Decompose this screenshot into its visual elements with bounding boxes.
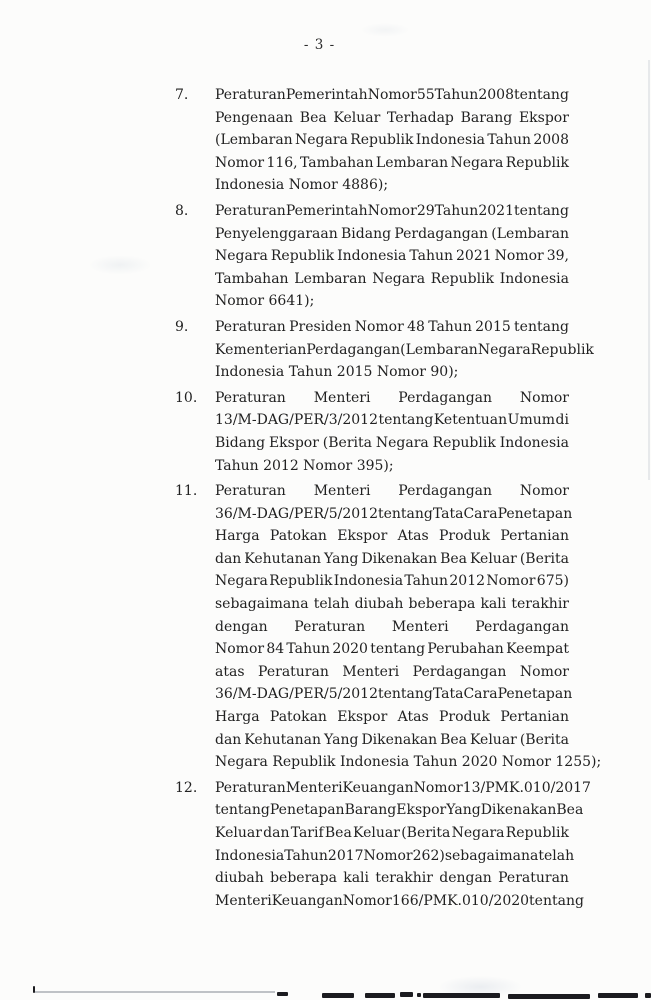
- word: Lembaran: [294, 270, 367, 287]
- word: Nomor: [215, 641, 265, 658]
- page-number: - 3 -: [303, 37, 336, 53]
- word: tentang: [529, 892, 584, 909]
- word: tentang: [215, 802, 270, 819]
- text-line: [215, 409, 569, 432]
- text-line: [215, 107, 569, 130]
- word: Menteri: [313, 389, 371, 406]
- word: terakhir: [511, 596, 569, 613]
- word: Republik: [530, 341, 594, 358]
- word: Bea: [440, 550, 467, 567]
- word: Tahun: [434, 202, 479, 219]
- word: Negara: [450, 154, 504, 171]
- text-line: [215, 339, 594, 362]
- word: Nomor: [367, 202, 417, 219]
- word: Republik: [270, 248, 335, 265]
- word: Nomor: [413, 779, 463, 796]
- text-line: [215, 729, 569, 752]
- word: Keluar: [215, 825, 262, 841]
- word: Negara: [295, 132, 348, 149]
- word: Yang: [324, 550, 359, 567]
- scan-edge-segment: [365, 993, 395, 998]
- text-line: Tahun 2012 Nomor 395);: [215, 457, 394, 474]
- word: Keluar: [333, 109, 381, 126]
- item-number: 7.: [175, 87, 189, 103]
- regulation-list: [175, 84, 602, 915]
- word: Peraturan: [215, 87, 286, 103]
- text-line: Negara Republik Indonesia Tahun 2020 Nomor 1255);: [215, 754, 602, 771]
- word: Republik: [269, 573, 333, 590]
- word: Umum: [507, 412, 556, 429]
- word: Menteri: [313, 483, 371, 500]
- scan-edge-segment: [400, 992, 413, 997]
- word: Harga: [215, 528, 260, 545]
- word: Tata: [432, 686, 464, 703]
- text-line: [215, 480, 569, 503]
- word: Atas: [397, 709, 429, 726]
- text-line: [215, 245, 569, 268]
- scan-edge-segment: [598, 993, 638, 998]
- word: Tahun: [286, 641, 331, 658]
- word: Indonesia: [215, 847, 285, 864]
- text-line: [215, 200, 569, 223]
- list-item: [175, 84, 569, 197]
- word: Tahun: [409, 248, 454, 265]
- text-line: [215, 387, 569, 410]
- word: telah: [538, 847, 575, 864]
- word: Dikenakan: [480, 802, 557, 819]
- word: Menteri: [391, 618, 449, 635]
- word: 675): [536, 573, 569, 590]
- word: Kehutanan: [244, 550, 322, 567]
- word: Atas: [397, 528, 429, 545]
- word: Tahun: [404, 573, 449, 590]
- word: Nomor: [519, 663, 569, 680]
- word: diubah: [354, 596, 404, 613]
- word: Nomor: [363, 847, 413, 864]
- word: Perdagangan: [306, 341, 401, 358]
- word: tentang: [377, 686, 433, 703]
- word: Negara: [477, 341, 531, 358]
- word: dengan: [215, 618, 268, 635]
- word: 36/M-DAG/PER/5/2012: [215, 505, 378, 522]
- word: Ketentuan: [433, 412, 508, 429]
- word: Ekspor: [268, 434, 319, 451]
- word: di: [555, 412, 569, 429]
- word: (Berita: [519, 550, 569, 567]
- word: 262): [412, 847, 445, 864]
- item-number: 8.: [175, 202, 189, 219]
- list-item: [175, 200, 569, 313]
- word: Peraturan: [215, 389, 286, 406]
- item-number: 12.: [175, 779, 198, 796]
- word: telah: [313, 596, 350, 613]
- scan-edge-segment: [645, 993, 651, 998]
- word: 84: [266, 641, 285, 658]
- item-text: [215, 480, 602, 774]
- word: Tambahan: [299, 154, 374, 171]
- text-line: [215, 432, 569, 455]
- text-line: [215, 822, 569, 845]
- word: Peraturan: [215, 483, 286, 500]
- list-item: [175, 480, 602, 774]
- word: Perdagangan: [398, 389, 493, 406]
- word: Perubahan: [427, 641, 504, 658]
- word: Penyelenggaraan: [215, 225, 338, 242]
- word: Keluar: [469, 731, 517, 748]
- word: Cara: [463, 505, 498, 522]
- item-text: [215, 200, 569, 313]
- word: tentang: [514, 202, 569, 219]
- text-line: [215, 152, 569, 175]
- word: diubah: [215, 870, 264, 887]
- word: Perdagangan: [398, 483, 493, 500]
- word: Patokan: [269, 709, 327, 726]
- word: (Lembaran: [491, 225, 569, 242]
- word: 29: [416, 202, 435, 219]
- item-text: [215, 84, 569, 197]
- word: Keempat: [506, 641, 569, 658]
- text-line: [215, 570, 569, 593]
- word: Peraturan: [215, 318, 286, 335]
- text-line: [215, 890, 584, 913]
- text-line: Indonesia Nomor 4886);: [215, 177, 389, 194]
- word: Ekspor: [337, 528, 388, 545]
- word: 2008: [478, 87, 514, 103]
- word: Republik: [432, 434, 496, 451]
- item-number: 11.: [175, 483, 198, 500]
- word: Ekspor: [337, 709, 388, 726]
- word: Dikenakan: [361, 731, 438, 748]
- word: Republik: [505, 825, 569, 841]
- word: Tahun: [428, 318, 472, 335]
- word: Menteri: [342, 663, 400, 680]
- word: Negara: [215, 248, 268, 265]
- word: Indonesia: [499, 434, 569, 451]
- word: 2021: [478, 202, 514, 219]
- word: Ekspor: [518, 109, 569, 126]
- word: 2020: [332, 641, 368, 658]
- word: Barang: [344, 802, 397, 819]
- word: Negara: [451, 825, 505, 841]
- word: sebagaimana: [215, 596, 309, 613]
- scan-edge-segment: [277, 992, 288, 996]
- word: beberapa: [408, 596, 476, 613]
- word: Indonesia: [499, 270, 569, 287]
- word: 55: [416, 87, 435, 103]
- text-line: [215, 84, 569, 107]
- word: kali: [343, 870, 370, 887]
- word: dan: [215, 731, 242, 748]
- word: Negara: [372, 270, 426, 287]
- word: dan: [263, 825, 290, 841]
- word: Nomor: [354, 318, 404, 335]
- word: Nomor: [367, 87, 417, 103]
- text-line: [215, 845, 575, 868]
- word: Tata: [432, 505, 464, 522]
- word: Kehutanan: [244, 731, 322, 748]
- word: Keuangan: [271, 892, 343, 909]
- list-item: [175, 387, 569, 477]
- word: tentang: [370, 641, 426, 658]
- word: Peraturan: [498, 870, 569, 887]
- word: 36/M-DAG/PER/5/2012: [215, 686, 378, 703]
- item-number: 9.: [175, 318, 189, 335]
- text-line: [215, 661, 569, 684]
- word: atas: [215, 663, 245, 680]
- word: sebagaimana: [444, 847, 539, 864]
- word: Penetapan: [497, 686, 573, 703]
- text-line: [215, 638, 569, 661]
- word: (Lembaran: [400, 341, 478, 358]
- word: Pemerintah: [285, 202, 368, 219]
- word: Tarif: [290, 825, 324, 841]
- text-line: Nomor 6641);: [215, 293, 315, 310]
- word: 13/PMK.010/2017: [462, 779, 591, 796]
- word: Dikenakan: [361, 550, 438, 567]
- word: Nomor: [519, 483, 569, 500]
- word: Pemerintah: [285, 87, 368, 103]
- item-text: [215, 387, 569, 477]
- word: Bea: [324, 825, 352, 841]
- item-number: 10.: [175, 389, 198, 406]
- word: beberapa: [270, 870, 337, 887]
- word: Perdagangan: [475, 618, 569, 635]
- word: Barang: [460, 109, 513, 126]
- word: Tahun: [434, 87, 479, 103]
- word: Terhadap: [387, 109, 454, 126]
- word: Tahun: [284, 847, 328, 864]
- scan-edge-segment: [417, 993, 421, 997]
- word: Republik: [430, 270, 495, 287]
- word: 2015: [475, 318, 511, 335]
- word: Penetapan: [269, 802, 345, 819]
- word: Keuangan: [342, 779, 414, 796]
- word: Peraturan: [215, 202, 286, 219]
- scan-faint-line: [35, 991, 275, 993]
- word: Bea: [556, 802, 584, 819]
- word: 2008: [533, 132, 569, 149]
- word: Nomor: [215, 154, 265, 171]
- word: dan: [215, 550, 242, 567]
- word: terakhir: [375, 870, 433, 887]
- word: Nomor: [342, 892, 392, 909]
- word: 39,: [546, 248, 569, 265]
- word: Produk: [439, 528, 491, 545]
- word: tentang: [378, 412, 434, 429]
- word: Menteri: [285, 779, 343, 796]
- word: (Berita: [519, 731, 569, 748]
- word: Ekspor: [396, 802, 447, 819]
- text-line: [215, 223, 569, 246]
- word: Negara: [215, 573, 268, 590]
- word: Indonesia: [333, 573, 404, 590]
- word: Bea: [299, 109, 327, 126]
- word: Tambahan: [215, 270, 289, 287]
- word: Keluar: [469, 550, 517, 567]
- word: 48: [407, 318, 425, 335]
- word: Bidang: [215, 434, 266, 451]
- word: 116,: [266, 154, 298, 171]
- word: Nomor: [519, 389, 569, 406]
- text-line: [215, 867, 569, 890]
- word: Negara: [375, 434, 429, 451]
- word: Keluar: [353, 825, 400, 841]
- word: tentang: [514, 318, 569, 335]
- word: Perdagangan: [394, 225, 489, 242]
- word: 2012: [449, 573, 486, 590]
- word: Peraturan: [294, 618, 366, 635]
- word: 2021: [456, 248, 492, 265]
- word: 166/PMK.010/2020: [391, 892, 530, 909]
- word: Pengenaan: [215, 109, 294, 126]
- word: Bidang: [341, 225, 392, 242]
- word: Bea: [440, 731, 467, 748]
- word: (Berita: [401, 825, 451, 841]
- scan-edge-segment: [322, 993, 354, 998]
- word: Indonesia: [415, 132, 486, 149]
- text-line: [215, 706, 569, 729]
- word: Indonesia: [337, 248, 407, 265]
- word: Menteri: [215, 892, 272, 909]
- word: Produk: [439, 709, 491, 726]
- right-scan-edge-line: [648, 60, 650, 480]
- word: Presiden: [289, 318, 352, 335]
- text-line: [215, 799, 584, 822]
- word: Cara: [463, 686, 498, 703]
- word: Penetapan: [497, 505, 573, 522]
- word: dengan: [439, 870, 492, 887]
- word: (Lembaran: [215, 132, 293, 149]
- word: Republik: [350, 132, 414, 149]
- word: Lembaran: [375, 154, 449, 171]
- word: Peraturan: [215, 779, 286, 796]
- text-line: [215, 503, 573, 526]
- text-line: [215, 548, 569, 571]
- word: Kementerian: [215, 341, 307, 358]
- word: Tahun: [487, 132, 532, 149]
- word: (Berita: [322, 434, 372, 451]
- text-line: [215, 129, 569, 152]
- item-text: [215, 777, 591, 913]
- item-text: [215, 316, 594, 384]
- scan-edge-segment: [508, 994, 590, 999]
- word: Harga: [215, 709, 260, 726]
- word: tentang: [514, 87, 569, 103]
- word: Yang: [324, 731, 359, 748]
- word: tentang: [377, 505, 433, 522]
- text-line: [215, 683, 573, 706]
- word: kali: [480, 596, 507, 613]
- word: Perdagangan: [412, 663, 507, 680]
- text-line: [215, 268, 569, 291]
- word: 13/M-DAG/PER/3/2012: [215, 412, 378, 429]
- text-line: Indonesia Tahun 2015 Nomor 90);: [215, 364, 459, 381]
- text-line: [215, 616, 569, 639]
- list-item: [175, 777, 591, 913]
- word: Nomor: [494, 248, 544, 265]
- word: Republik: [505, 154, 569, 171]
- text-line: [215, 316, 569, 339]
- scan-edge-segment: [423, 993, 500, 998]
- list-item: [175, 316, 594, 384]
- word: Nomor: [486, 573, 536, 590]
- text-line: [215, 525, 569, 548]
- text-line: [215, 593, 569, 616]
- word: Pertanian: [500, 709, 569, 726]
- word: Patokan: [269, 528, 327, 545]
- word: Yang: [446, 802, 481, 819]
- text-line: [215, 777, 591, 800]
- word: Pertanian: [500, 528, 569, 545]
- word: Peraturan: [258, 663, 329, 680]
- word: 2017: [327, 847, 364, 864]
